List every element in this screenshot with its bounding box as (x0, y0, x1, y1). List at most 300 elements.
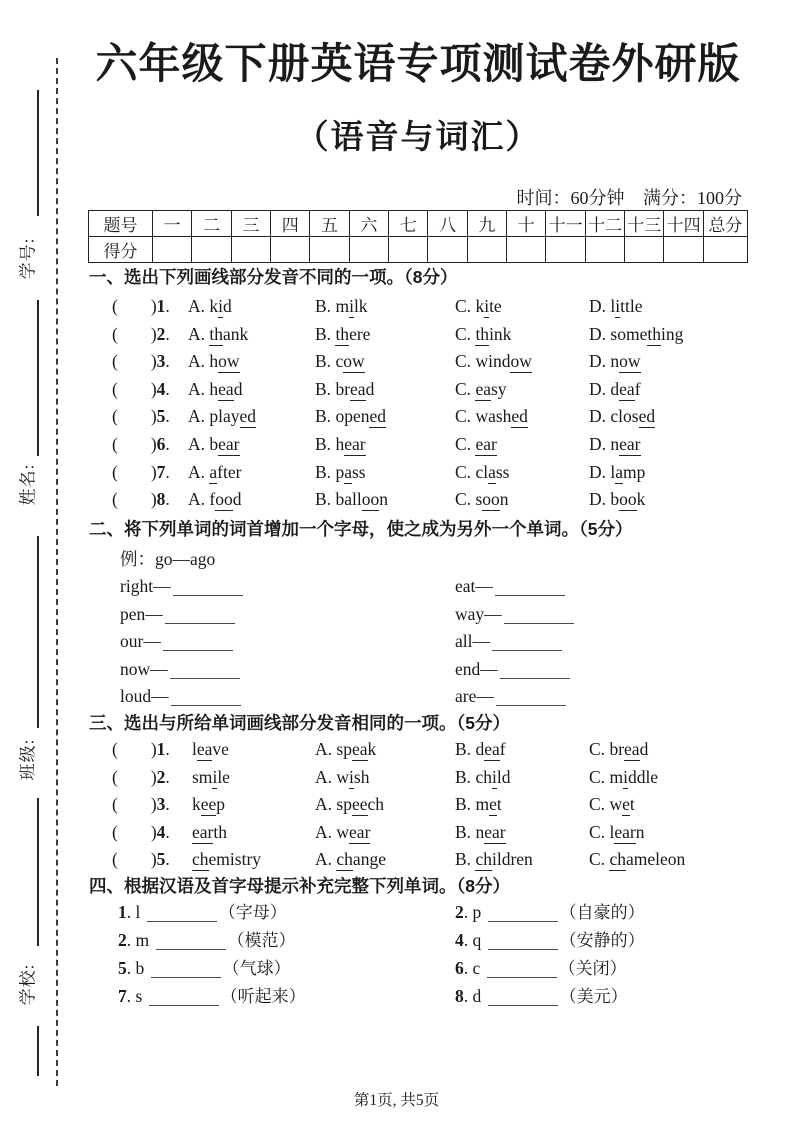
score-table-empty-cell (192, 237, 231, 263)
word-part: sm (192, 766, 213, 787)
underlined-letters: ed (638, 406, 656, 427)
paren-open-icon: ( (112, 794, 118, 815)
option-C: C. easy (455, 378, 507, 399)
paren-close-icon: ) (150, 461, 157, 482)
time-score-line (503, 184, 743, 210)
section3-rows (88, 736, 748, 874)
word-blank-item (455, 628, 564, 656)
source-word: our (120, 631, 144, 652)
source-word: right (120, 576, 154, 596)
seal-dashed-line (56, 58, 58, 1086)
option-B: B. opened (315, 406, 386, 427)
section2-example: 例：go—ago (120, 549, 216, 569)
underlined-letters: th (647, 323, 661, 344)
word-part: s (475, 489, 483, 510)
underlined-letters: ear (619, 433, 641, 454)
word-blank-item (120, 573, 245, 601)
word-part: f (209, 489, 216, 510)
paren-close-icon: ) (150, 296, 157, 316)
underlined-letters: a (488, 461, 496, 482)
score-table-header-cell: 十一 (546, 211, 585, 237)
section1-heading: 一、选出下列画线部分发音不同的一项。（8分） (89, 267, 458, 287)
score-table-empty-cell (703, 237, 747, 263)
paren-open-icon: ( (112, 821, 118, 842)
question-number: 1 (156, 739, 166, 759)
word-part: l (192, 739, 197, 759)
word-part: ing (660, 323, 684, 344)
question-number: 6 (156, 433, 166, 454)
word-part: fter (217, 461, 242, 482)
word-part: ve (212, 739, 229, 759)
word-part: l (610, 461, 616, 482)
word-part: d (475, 739, 485, 759)
word-part: d (610, 378, 620, 399)
option-B: B. milk (315, 296, 368, 316)
score-table-empty-cell (467, 237, 506, 263)
answer-blank (495, 582, 565, 596)
word-part: w (336, 821, 350, 842)
option-C: C. middle (589, 766, 659, 787)
underlined-letters: ear (484, 821, 506, 842)
underlined-letters: ea (475, 378, 491, 399)
section1-rows (88, 293, 748, 514)
paren-open-icon: ( (112, 323, 118, 344)
word-part: f (499, 739, 506, 759)
underlined-letters: ee (351, 794, 368, 815)
dash: — (480, 658, 498, 679)
chinese-hint: （关闭） (558, 959, 627, 978)
section2-rows (88, 573, 748, 711)
word-part: k (209, 296, 219, 316)
option-B: B. there (315, 323, 371, 344)
question-number: 2 (156, 766, 166, 787)
option-B: B. deaf (455, 739, 506, 759)
word-part: ange (352, 849, 386, 870)
word-part: ball (335, 489, 362, 510)
source-word: are (455, 686, 477, 707)
answer-bracket: ( )4. (112, 378, 170, 399)
option-C: C. bread (589, 739, 649, 759)
question-number: 2 (118, 930, 127, 950)
option-B: B. pass (315, 461, 366, 482)
time-limit: 时间：60分钟 (516, 188, 625, 208)
question-number: 5 (118, 958, 127, 978)
score-table-header-cell: 六 (349, 211, 388, 237)
answer-bracket: ( )8. (112, 489, 170, 510)
answer-blank (492, 637, 562, 651)
question-row (88, 736, 748, 764)
underlined-letters: ee (200, 794, 217, 815)
chinese-hint: （气球） (222, 959, 291, 978)
question-number: 5 (156, 849, 166, 870)
source-word: end (455, 658, 481, 679)
question-number: 5 (156, 406, 166, 427)
completion-row (88, 982, 748, 1010)
question-row (88, 376, 748, 404)
question-row (88, 819, 748, 847)
answer-blank (488, 992, 558, 1006)
word-blank-item (455, 573, 567, 601)
word-part: d (365, 378, 375, 399)
word-part: h (209, 378, 219, 399)
paren-close-icon: ) (150, 433, 157, 454)
option-B: B. cow (315, 351, 365, 372)
option-B: B. children (455, 849, 533, 870)
option-B: B. near (455, 821, 506, 842)
underlined-letters: ea (218, 378, 234, 399)
score-table-score-row (89, 237, 748, 263)
word-part: n (379, 489, 388, 510)
underlined-letters: th (335, 323, 350, 344)
question-number: 3 (156, 794, 166, 815)
underlined-letters: a (209, 461, 218, 482)
word-part: m (475, 794, 490, 815)
question-row (88, 459, 748, 487)
underlined-letters: ear (192, 821, 214, 842)
school-label: 学校: (18, 963, 38, 1006)
answer-blank (504, 610, 574, 624)
underlined-letters: ed (369, 406, 386, 427)
underlined-letters: i (484, 296, 490, 316)
word-part: l (609, 821, 615, 842)
question-row (88, 321, 748, 349)
underlined-letters: i (218, 296, 224, 316)
option-B: B. balloon (315, 489, 388, 510)
question-row (88, 403, 748, 431)
score-table-empty-cell (625, 237, 664, 263)
answer-bracket: ( )7. (112, 461, 170, 482)
answer-bracket: ( )6. (112, 433, 170, 454)
underlined-letters: i (615, 296, 621, 316)
answer-blank (496, 692, 566, 706)
answer-blank (163, 637, 233, 651)
dash: — (151, 686, 169, 707)
answer-blank (151, 964, 221, 978)
student-name-label: 姓名: (18, 463, 38, 506)
underlined-letters: ear (614, 821, 636, 842)
word-part: p (216, 794, 226, 815)
question-number: 4 (455, 930, 464, 950)
dash: — (484, 603, 502, 624)
underlined-letters: oo (215, 489, 233, 510)
option-C: C. washed (455, 406, 528, 427)
word-part: mp (623, 461, 646, 482)
dash: — (153, 576, 171, 596)
source-word: pen (120, 603, 146, 624)
score-table-header-cell: 八 (428, 211, 467, 237)
answer-bracket: ( )1. (112, 296, 170, 316)
paren-close-icon: ) (150, 323, 157, 344)
stem-word (192, 764, 230, 792)
word-part: h (335, 433, 345, 454)
paper-subtitle: （语音与词汇） (295, 120, 541, 156)
score-table-header-cell: 十四 (664, 211, 703, 237)
score-table-empty-cell (153, 237, 192, 263)
answer-bracket: ( )4. (112, 821, 170, 842)
score-table-empty-cell (349, 237, 388, 263)
option-C: C. wet (589, 794, 635, 815)
word-part: f (634, 378, 641, 399)
underlined-letters: ch (609, 849, 626, 870)
word-part: n (499, 489, 509, 510)
word-part: w (609, 794, 623, 815)
option-D: D. deaf (589, 378, 641, 399)
completion-item: 1. l （字母） (118, 902, 287, 922)
question-row (88, 348, 748, 376)
option-D: D. little (589, 296, 643, 316)
word-part: sp (336, 794, 352, 815)
word-part: w (336, 766, 350, 787)
paren-open-icon: ( (112, 489, 118, 510)
completion-item: 7. s （听起来） (118, 986, 306, 1006)
question-number: 8 (455, 986, 464, 1006)
word-part: l (610, 296, 616, 316)
question-row (88, 791, 748, 819)
answer-bracket: ( )5. (112, 406, 170, 427)
answer-bracket: ( )5. (112, 849, 170, 870)
word-part: m (335, 296, 350, 316)
word-part: sy (490, 378, 507, 399)
option-A: A. played (188, 406, 257, 427)
word-blank-item (120, 628, 235, 656)
underlined-letters: i (349, 296, 354, 316)
score-table-header-cell: 二 (192, 211, 231, 237)
word-part: n (610, 433, 620, 454)
answer-blank (488, 908, 558, 922)
word-part: some (610, 323, 648, 344)
word-part: d (639, 739, 649, 759)
option-A: A. head (188, 378, 243, 399)
word-part: emistry (208, 849, 262, 870)
word-blank-row (88, 683, 748, 711)
answer-blank (487, 964, 557, 978)
word-part: t (496, 794, 502, 815)
margin-fill-line (37, 90, 39, 216)
section2-heading: 二、将下列单词的词首增加一个字母，使之成为另外一个单词。（5分） (89, 519, 633, 539)
word-part: ildren (491, 849, 533, 870)
chinese-hint: （字母） (218, 903, 287, 922)
answer-blank (149, 992, 219, 1006)
answer-bracket: ( )1. (112, 739, 170, 759)
score-table-header-cell: 总分 (703, 211, 747, 237)
word-part: ch (475, 766, 492, 787)
word-part: p (335, 461, 345, 482)
question-number: 2 (156, 323, 166, 344)
chinese-hint: （模范） (227, 931, 296, 950)
answer-blank (500, 665, 570, 679)
paren-open-icon: ( (112, 461, 118, 482)
option-D: D. lamp (589, 461, 646, 482)
word-part: d (232, 489, 242, 510)
chinese-hint: （美元） (559, 987, 628, 1006)
class-label: 班级: (18, 738, 38, 781)
paper-content (88, 0, 748, 1122)
option-C: C. ear (455, 433, 497, 454)
option-A: A. speech (315, 794, 385, 815)
option-A: A. food (188, 489, 242, 510)
word-part: ss (495, 461, 510, 482)
word-part: te (489, 296, 502, 316)
paren-close-icon: ) (150, 766, 157, 787)
score-table-header-cell: 三 (231, 211, 270, 237)
answer-blank (173, 582, 243, 596)
dash: — (143, 631, 161, 652)
underlined-letters: i (491, 766, 497, 787)
option-C: C. class (455, 461, 510, 482)
word-part: b (209, 433, 219, 454)
score-table-header-cell: 题号 (89, 211, 153, 237)
source-word: now (120, 658, 151, 679)
option-A: A. bear (188, 433, 240, 454)
completion-item: 6. c （关闭） (455, 958, 627, 978)
option-B: B. child (455, 766, 511, 787)
score-table-empty-cell (428, 237, 467, 263)
question-number: 8 (156, 489, 166, 510)
word-part: wash (475, 406, 512, 427)
answer-blank (147, 908, 217, 922)
score-table-header-cell: 七 (389, 211, 428, 237)
question-row (88, 846, 748, 874)
paren-open-icon: ( (112, 406, 118, 427)
paren-open-icon: ( (112, 739, 118, 759)
word-part: k (636, 489, 646, 510)
answer-blank (170, 665, 240, 679)
completion-row (88, 898, 748, 926)
question-row (88, 486, 748, 514)
margin-fill-line (37, 1026, 39, 1076)
option-C: C. window (455, 351, 532, 372)
word-part: br (609, 739, 625, 759)
word-part: k (367, 739, 377, 759)
question-number: 4 (156, 821, 166, 842)
student-id-label: 学号: (18, 237, 38, 280)
answer-bracket: ( )3. (112, 794, 170, 815)
question-number: 1 (156, 296, 166, 316)
underlined-letters: ch (192, 849, 209, 870)
paren-close-icon: ) (150, 849, 157, 870)
underlined-letters: ea (484, 739, 500, 759)
paren-open-icon: ( (112, 433, 118, 454)
chinese-hint: （听起来） (220, 987, 306, 1006)
page-number: 第1页, 共5页 (353, 1092, 440, 1109)
underlined-letters: e (489, 794, 497, 815)
score-table-empty-cell (585, 237, 624, 263)
source-word: way (455, 603, 485, 624)
option-D: D. something (589, 323, 684, 344)
word-part: k (475, 296, 485, 316)
underlined-letters: oo (619, 489, 637, 510)
full-score: 满分：100分 (643, 188, 742, 208)
option-B: B. met (455, 794, 502, 815)
paren-open-icon: ( (112, 296, 118, 316)
source-word: eat (455, 576, 476, 596)
option-A: A. thank (188, 323, 249, 344)
question-row (88, 431, 748, 459)
section4-heading: 四、根据汉语及首字母提示补充完整下列单词。（8分） (89, 876, 510, 896)
underlined-letters: ea (619, 378, 635, 399)
underlined-letters: i (349, 766, 354, 787)
underlined-letters: ear (344, 433, 366, 454)
option-D: D. now (589, 351, 641, 372)
question-row (88, 764, 748, 792)
paren-open-icon: ( (112, 378, 118, 399)
word-part: d (233, 378, 243, 399)
underlined-letters: th (209, 323, 224, 344)
word-part: clos (610, 406, 639, 427)
word-part: ch (367, 794, 385, 815)
question-number: 6 (455, 958, 464, 978)
word-part: t (629, 794, 635, 815)
option-A: A. after (188, 461, 242, 482)
word-part: n (635, 821, 645, 842)
question-number: 7 (156, 461, 166, 482)
stem-word (192, 791, 225, 819)
word-blank-item (120, 601, 237, 629)
word-part: play (209, 406, 240, 427)
paper-title: 六年级下册英语专项测试卷外研版 (95, 42, 741, 88)
score-table-empty-cell (546, 237, 585, 263)
option-A: A. kid (188, 296, 232, 316)
underlined-letters: ear (349, 821, 371, 842)
score-table-header-cell: 五 (310, 211, 349, 237)
answer-blank (171, 692, 241, 706)
word-part: c (335, 351, 344, 372)
option-C: C. chameleon (589, 849, 686, 870)
option-A: A. wear (315, 821, 371, 842)
underlined-letters: i (212, 766, 218, 787)
word-blank-row (88, 628, 748, 656)
question-number: 2 (455, 902, 464, 922)
paren-close-icon: ) (150, 378, 157, 399)
score-table-empty-cell (231, 237, 270, 263)
dash: — (145, 603, 163, 624)
option-A: A. change (315, 849, 386, 870)
word-part: b (610, 489, 620, 510)
score-table-empty-cell (507, 237, 546, 263)
stem-word (192, 736, 229, 764)
completion-item: 8. d （美元） (455, 986, 628, 1006)
dash: — (472, 631, 490, 652)
paren-close-icon: ) (150, 406, 157, 427)
word-blank-row (88, 656, 748, 684)
question-number: 4 (156, 378, 166, 399)
score-table-empty-cell (664, 237, 703, 263)
word-part: d (223, 296, 232, 316)
word-part: ss (351, 461, 366, 482)
underlined-letters: i (623, 766, 628, 787)
score-table (88, 210, 748, 263)
paren-close-icon: ) (150, 351, 157, 372)
completion-item: 2. p （自豪的） (455, 902, 645, 922)
underlined-letters: ear (475, 433, 497, 454)
word-part: m (609, 766, 624, 787)
word-part: cl (475, 461, 489, 482)
word-part: wind (475, 351, 511, 372)
score-table-header-cell: 十 (507, 211, 546, 237)
margin-fill-line (37, 798, 39, 946)
option-C: C. learn (589, 821, 645, 842)
option-D: D. closed (589, 406, 656, 427)
paren-close-icon: ) (150, 739, 157, 759)
word-part: ink (489, 323, 512, 344)
option-A: A. how (188, 351, 240, 372)
completion-item: 5. b （气球） (118, 958, 291, 978)
score-table-header-cell: 九 (467, 211, 506, 237)
underlined-letters: ow (510, 351, 532, 372)
word-blank-item (455, 683, 568, 711)
score-table-empty-cell (271, 237, 310, 263)
word-part: sp (336, 739, 352, 759)
